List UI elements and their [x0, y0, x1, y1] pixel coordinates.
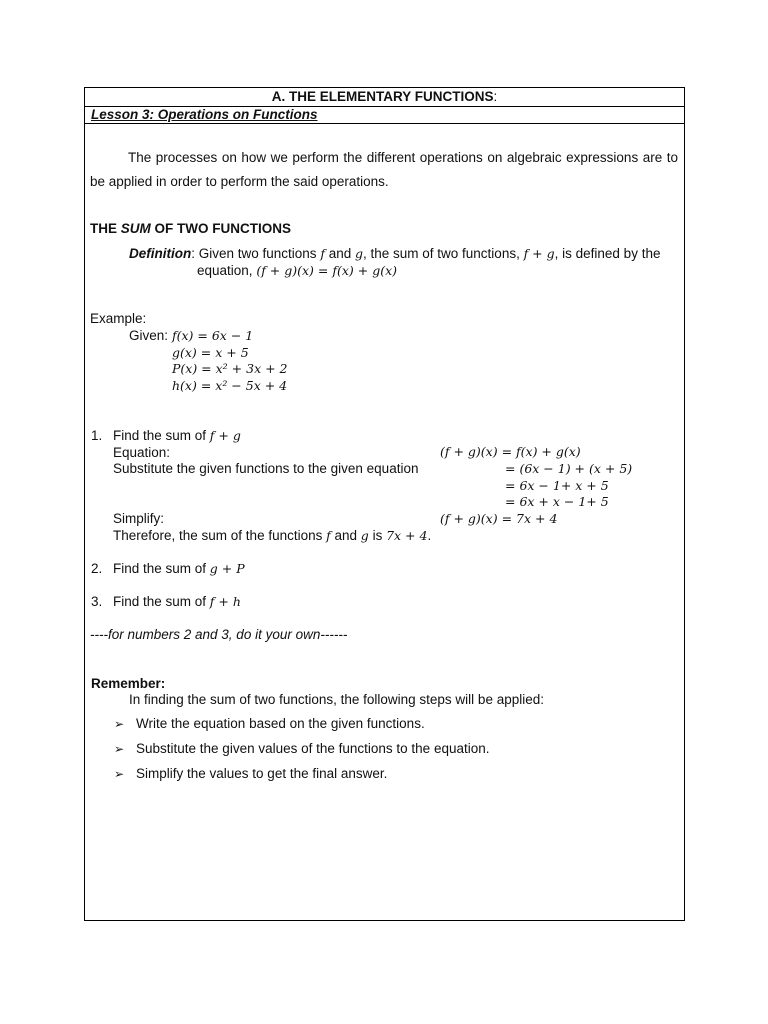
- lesson-title-row: [85, 106, 684, 124]
- therefore-statement: Therefore, the sum of the functions f and g is 7x + 4.: [113, 528, 432, 543]
- work-line-1: (f + g)(x) = f(x) + g(x): [440, 444, 581, 459]
- intro-paragraph: The processes on how we perform the different operations on algebraic expressions are to be applied in order to perform the said operations.: [90, 150, 678, 189]
- definition-line-2: equation, (f + g)(x) = f(x) + g(x): [197, 263, 397, 278]
- work-line-3: = 6x − 1+ x + 5: [505, 478, 609, 493]
- arrow-bullet-icon: ➢: [114, 767, 125, 781]
- equation-label: Equation:: [113, 445, 171, 460]
- problem-1-text: Find the sum of f + g: [113, 428, 241, 443]
- given-function-p: P(x) = x² + 3x + 2: [172, 361, 288, 376]
- definition-line-1: Definition: Given two functions f and g, the sum of two functions, f + g, is defined by the: [129, 246, 661, 261]
- step-2: Substitute the given values of the functions to the equation.: [136, 741, 490, 756]
- work-line-5: (f + g)(x) = 7x + 4: [440, 511, 558, 526]
- remember-intro: In finding the sum of two functions, the following steps will be applied:: [129, 692, 544, 707]
- step-3: Simplify the values to get the final answer.: [136, 766, 388, 781]
- given-function-h: h(x) = x² − 5x + 4: [172, 378, 288, 393]
- arrow-bullet-icon: ➢: [114, 717, 125, 731]
- work-line-2: = (6x − 1) + (x + 5): [505, 461, 633, 476]
- given-function-f: f(x) = 6x − 1: [172, 328, 254, 343]
- problem-1-number: 1.: [91, 428, 103, 443]
- given-label: Given:: [129, 328, 169, 343]
- given-function-g: g(x) = x + 5: [172, 345, 249, 360]
- problem-3-text: Find the sum of f + h: [113, 594, 241, 609]
- example-label: Example:: [90, 311, 147, 326]
- arrow-bullet-icon: ➢: [114, 742, 125, 756]
- work-line-4: = 6x + x − 1+ 5: [505, 494, 609, 509]
- step-1: Write the equation based on the given functions.: [136, 716, 425, 731]
- section-heading: THE SUM OF TWO FUNCTIONS: [90, 221, 291, 236]
- problem-3-number: 3.: [91, 594, 103, 609]
- remember-label: Remember:: [91, 676, 166, 691]
- simplify-label: Simplify:: [113, 511, 165, 526]
- problem-2-number: 2.: [91, 561, 103, 576]
- substitute-label: Substitute the given functions to the given equation: [113, 461, 419, 476]
- lesson-title: Lesson 3: Operations on Functions: [91, 107, 318, 122]
- section-title: A. THE ELEMENTARY FUNCTIONS:: [85, 88, 684, 107]
- problem-2-text: Find the sum of g + P: [113, 561, 245, 576]
- self-practice-note: ----for numbers 2 and 3, do it your own------: [90, 627, 348, 642]
